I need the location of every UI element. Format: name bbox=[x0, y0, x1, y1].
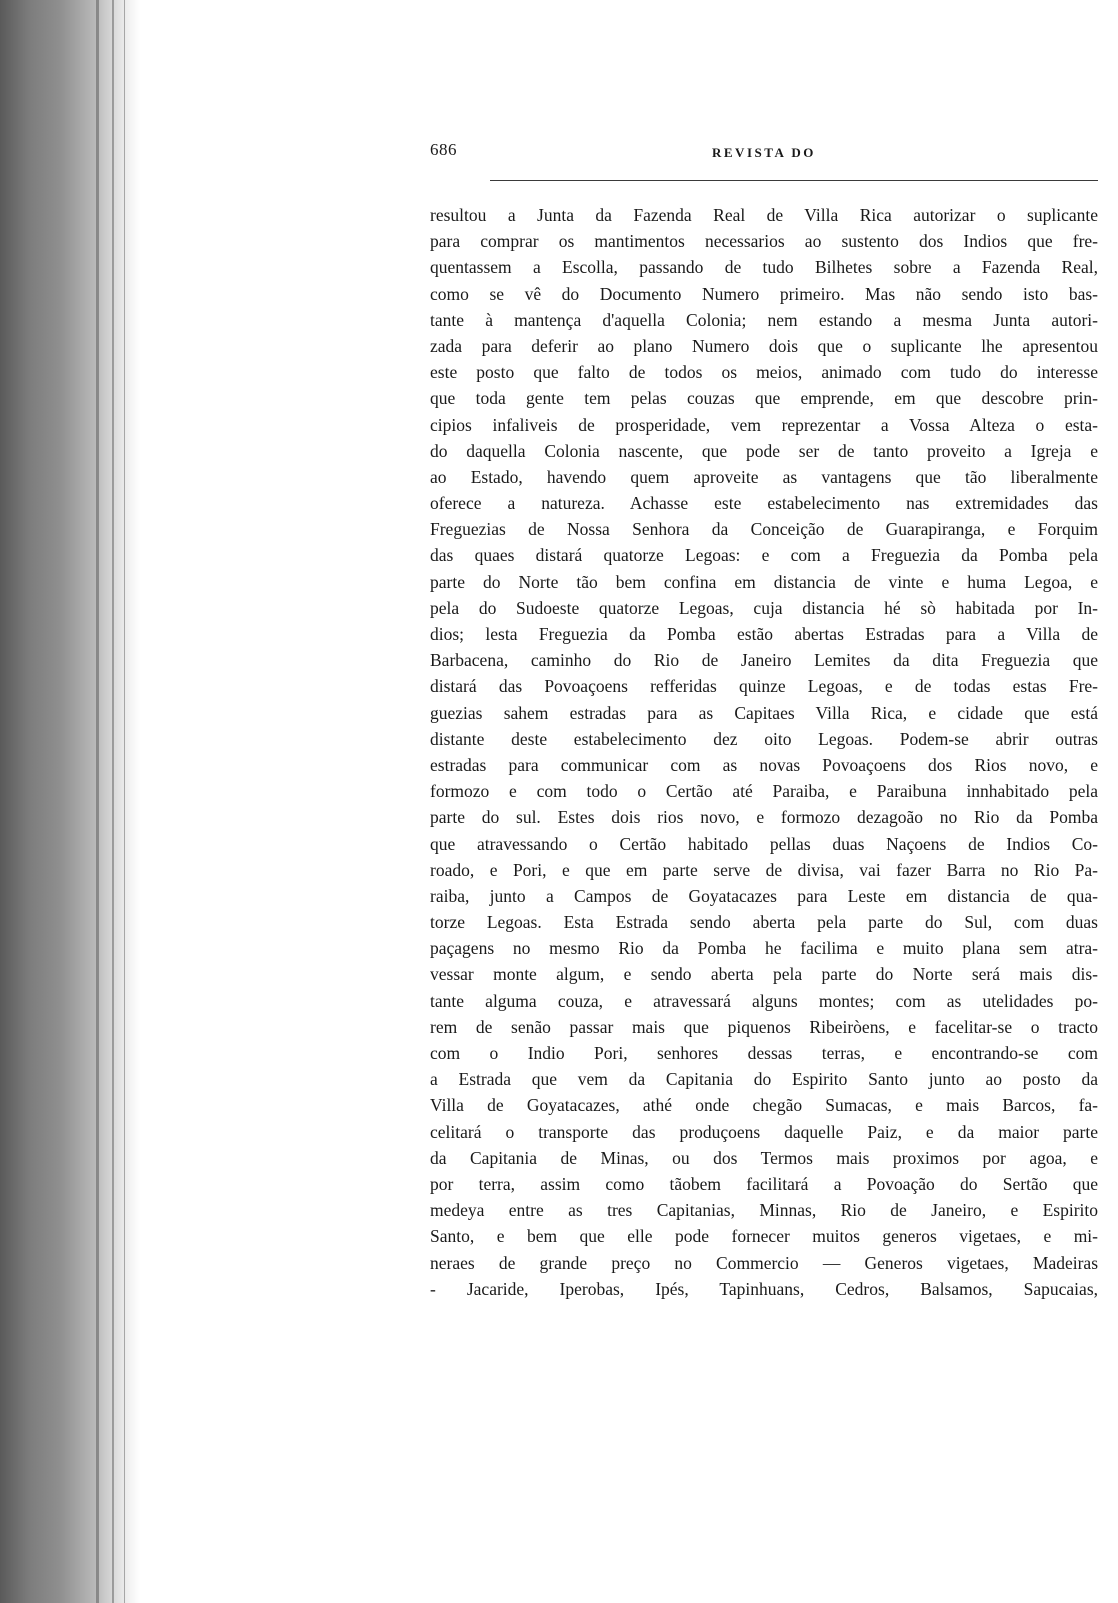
text-line: - Jacaride, Iperobas, Ipés, Tapinhuans, Cedros, Balsamos, Sapucaias, bbox=[430, 1278, 1098, 1299]
text-line: Villa de Goyatacazes, athé onde chegão Sumacas, e mais Barcos, fa- bbox=[430, 1095, 1098, 1116]
text-line: cipios infaliveis de prosperidade, vem reprezentar a Vossa Alteza o esta- bbox=[430, 414, 1098, 435]
text-line: que toda gente tem pelas couzas que emprende, em que descobre prin- bbox=[430, 388, 1098, 409]
text-line: da Capitania de Minas, ou dos Termos mais proximos por agoa, e bbox=[430, 1147, 1098, 1168]
text-line: das quaes distará quatorze Legoas: e com a Freguezia da Pomba pela bbox=[430, 545, 1098, 566]
text-line: Barbacena, caminho do Rio de Janeiro Lemites da dita Freguezia que bbox=[430, 650, 1098, 671]
text-line: parte do sul. Estes dois rios novo, e formozo dezagoão no Rio da Pomba bbox=[430, 807, 1098, 828]
text-line: resultou a Junta da Fazenda Real de Villa Rica autorizar o suplicante bbox=[430, 205, 1098, 225]
text-line: dios; lesta Freguezia da Pomba estão abertas Estradas para a Villa de bbox=[430, 624, 1098, 644]
text-line: neraes de grande preço no Commercio — Generos vigetaes, Madeiras bbox=[430, 1252, 1098, 1273]
journal-title: REVISTA DO bbox=[712, 145, 816, 160]
text-line: distará das Povoaçoens refferidas quinze Legoas, e de todas estas Fre- bbox=[430, 676, 1098, 697]
header-rule bbox=[490, 180, 1098, 181]
text-line: Freguezias de Nossa Senhora da Conceição de Guarapiranga, e Forquim bbox=[430, 519, 1098, 540]
gutter-streak bbox=[96, 0, 99, 1603]
text-line: ao Estado, havendo quem aproveite as vantagens que tão liberalmente bbox=[430, 466, 1098, 487]
text-line: formozo e com todo o Certão até Paraiba, e Paraibuna innhabitado pela bbox=[430, 781, 1098, 802]
body-text bbox=[430, 202, 1098, 1302]
text-line: rem de senão passar mais que piquenos Ribeiròens, e facelitar-se o tracto bbox=[430, 1016, 1098, 1037]
text-line: oferece a natureza. Achasse este estabelecimento nas extremidades das bbox=[430, 493, 1098, 514]
running-head bbox=[430, 140, 1098, 170]
text-line: a Estrada que vem da Capitania do Espirito Santo junto ao posto da bbox=[430, 1069, 1098, 1090]
text-line: por terra, assim como tãobem facilitará a Povoação do Sertão que bbox=[430, 1173, 1098, 1194]
text-line: paçagens no mesmo Rio da Pomba he facilima e muito plana sem atra- bbox=[430, 938, 1098, 959]
text-line: para comprar os mantimentos necessarios ao sustento dos Indios que fre- bbox=[430, 231, 1098, 252]
text-line: este posto que falto de todos os meios, animado com tudo do interesse bbox=[430, 362, 1098, 383]
text-line: pela do Sudoeste quatorze Legoas, cuja distancia hé sò habitada por In- bbox=[430, 597, 1098, 618]
text-line: distante deste estabelecimento dez oito Legoas. Podem-se abrir outras bbox=[430, 728, 1098, 749]
gutter-streak bbox=[124, 0, 125, 1603]
page-number: 686 bbox=[430, 140, 457, 159]
page bbox=[430, 140, 1098, 1299]
text-line: que atravessando o Certão habitado pellas duas Naçoens de Indios Co- bbox=[430, 833, 1098, 854]
text-line: como se vê do Documento Numero primeiro. Mas não sendo isto bas- bbox=[430, 283, 1098, 304]
text-line: zada para deferir ao plano Numero dois que o suplicante lhe apresentou bbox=[430, 335, 1098, 356]
text-line: celitará o transporte das produçoens daquelle Paiz, e da maior parte bbox=[430, 1121, 1098, 1142]
text-line: Santo, e bem que elle pode fornecer muitos generos vigetaes, e mi- bbox=[430, 1226, 1098, 1247]
text-line: roado, e Pori, e que em parte serve de divisa, vai fazer Barra no Rio Pa- bbox=[430, 859, 1098, 880]
text-line: estradas para communicar com as novas Povoaçoens dos Rios novo, e bbox=[430, 754, 1098, 775]
text-line: tante alguma couza, e atravessará alguns montes; com as utelidades po- bbox=[430, 990, 1098, 1011]
book-gutter-shadow bbox=[0, 0, 140, 1603]
text-line: guezias sahem estradas para as Capitaes Villa Rica, e cidade que está bbox=[430, 702, 1098, 723]
text-line: vessar monte algum, e sendo aberta pela parte do Norte será mais dis- bbox=[430, 964, 1098, 985]
text-line: parte do Norte tão bem confina em distancia de vinte e huma Legoa, e bbox=[430, 571, 1098, 592]
text-line: tante à mantença d'aquella Colonia; nem estando a mesma Junta autori- bbox=[430, 309, 1098, 330]
text-line: torze Legoas. Esta Estrada sendo aberta pela parte do Sul, com duas bbox=[430, 912, 1098, 933]
text-line: medeya entre as tres Capitanias, Minnas, Rio de Janeiro, e Espirito bbox=[430, 1200, 1098, 1221]
text-line: do daquella Colonia nascente, que pode ser de tanto proveito a Igreja e bbox=[430, 440, 1098, 461]
text-line: quentassem a Escolla, passando de tudo Bilhetes sobre a Fazenda Real, bbox=[430, 257, 1098, 278]
text-line: com o Indio Pori, senhores dessas terras, e encontrando-se com bbox=[430, 1043, 1098, 1063]
text-line: raiba, junto a Campos de Goyatacazes para Leste em distancia de qua- bbox=[430, 885, 1098, 906]
gutter-streak bbox=[112, 0, 114, 1603]
